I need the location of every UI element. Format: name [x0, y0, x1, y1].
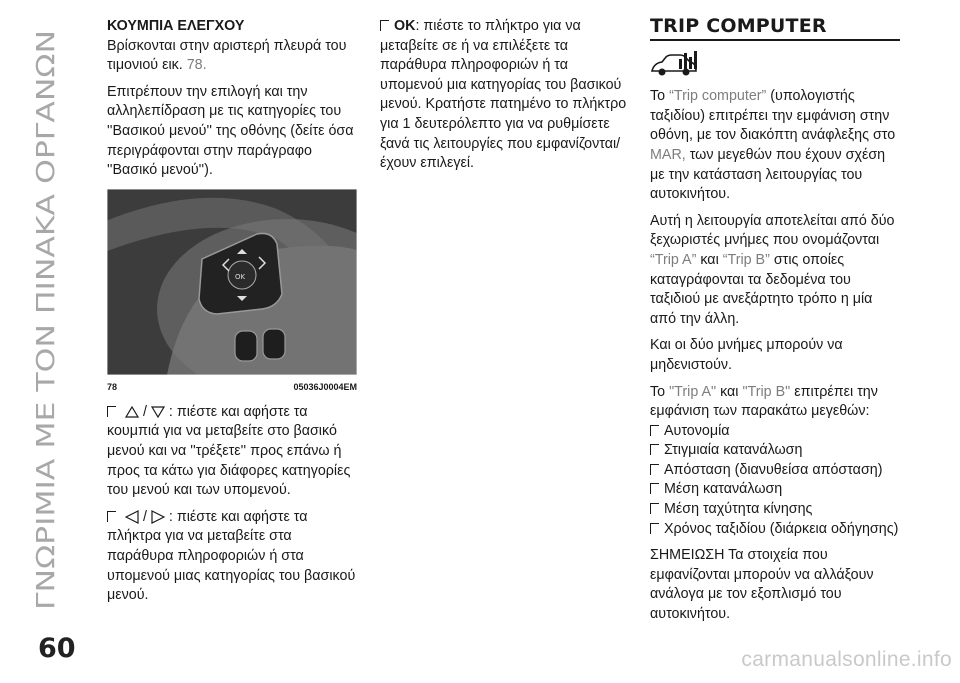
left-arrow-icon — [125, 510, 139, 524]
car-trip-icon — [650, 47, 700, 81]
trip-memories-paragraph — [650, 212, 900, 330]
bullet-icon — [380, 20, 389, 31]
bullet-icon — [650, 523, 659, 534]
trip-computer-icon — [650, 47, 900, 88]
bullet-icon — [107, 406, 116, 417]
list-item — [650, 422, 900, 442]
page-number: 60 — [38, 633, 76, 664]
text-run: και — [720, 383, 739, 400]
list-item — [650, 461, 900, 481]
text-run: στις οποίες καταγράφονται τα δεδομένα του ταξιδιού με ανεξάρτητο τρόπο η μία από την άλλη. — [650, 251, 873, 327]
text-run: Αυτή η λειτουργία αποτελείται από δύο ξεχωριστές μνήμες που ονομάζονται — [650, 212, 895, 249]
section-heading-controls: ΚΟΥΜΠΙΑ ΕΛΕΓΧΟΥ — [107, 18, 245, 34]
list-item-text: Χρόνος ταξιδίου (διάρκεια οδήγησης) — [664, 520, 899, 537]
bullet-icon — [650, 483, 659, 494]
trip-computer-intro — [650, 87, 900, 205]
column-ok-key — [380, 17, 628, 181]
figure-reference: 78. — [186, 57, 207, 74]
steering-wheel-figure — [107, 189, 357, 375]
text-run: επιτρέπει την εμφάνιση των παρακάτω μεγεθών: — [650, 383, 878, 420]
ok-key-paragraph — [380, 17, 628, 174]
updown-keys-paragraph — [107, 403, 357, 501]
leftright-separator: / — [142, 508, 147, 525]
list-item — [650, 480, 900, 500]
figure-code: 05036J0004EM — [293, 381, 357, 392]
side-title-text: ΓΝΩΡΙΜΙΑ ΜΕ ΤΟΝ ΠΙΝΑΚΑ ΟΡΓΑΝΩΝ — [31, 149, 60, 610]
column-controls — [107, 17, 357, 613]
down-arrow-icon — [151, 406, 165, 418]
list-item — [650, 441, 900, 461]
bullet-icon — [107, 511, 116, 522]
right-arrow-icon — [151, 510, 165, 524]
mar-position-term: MAR, — [650, 146, 686, 163]
figure-caption — [107, 375, 357, 391]
text-run: (υπολογιστής ταξιδίου) επιτρέπει την εμφάνιση στην οθόνη, με τον διακόπτη ανάφλεξης στο — [650, 88, 896, 144]
bullet-icon — [650, 444, 659, 455]
controls-purpose-paragraph: Επιτρέπουν την επιλογή και την αλληλεπίδραση με τις κατηγορίες του ''Βασικού μενού'' της οθόνης (δείτε όσα περιγράφονται στην παράγραφο ''Βασικό μενού''). — [107, 83, 354, 179]
updown-keys-text: : πιέστε και αφήστε τα κουμπιά για να μεταβείτε στο βασικό μενού και να ''τρέξετε'' προς επάνω ή προς τα κάτω για διάφορες κατηγορίες του μενού και των υπομενού. — [107, 403, 351, 499]
watermark: carmanualsonline.info — [741, 648, 952, 671]
list-item — [650, 520, 900, 540]
text-run: Το — [650, 383, 666, 400]
trip-a-term: "Trip A" — [669, 383, 717, 400]
note-paragraph: ΣΗΜΕΙΩΣΗ Τα στοιχεία που εμφανίζονται μπορούν να αλλάξουν ανάλογα με τον εξοπλισμό του αυτοκινήτου. — [650, 547, 874, 623]
quantities-list — [650, 422, 900, 540]
updown-separator: / — [142, 403, 147, 420]
trip-b-term: “Trip B” — [722, 251, 770, 268]
bullet-icon — [650, 464, 659, 475]
leftright-keys-text: : πιέστε και αφήστε τα πλήκτρα για να μεταβείτε στα παράθυρα πληροφοριών ή στα υπομενού μιας κατηγορίας του βασικού μενού. — [107, 508, 356, 604]
side-chapter-title — [22, 0, 66, 678]
trip-computer-term: “Trip computer” — [669, 88, 767, 105]
list-item-text: Μέση κατανάλωση — [664, 481, 783, 498]
list-item — [650, 500, 900, 520]
list-item-text: Στιγμιαία κατανάλωση — [664, 442, 803, 459]
text-run: Το — [650, 88, 666, 105]
quantities-intro — [650, 383, 900, 422]
trip-a-term: “Trip A” — [650, 251, 697, 268]
controls-location-text: Βρίσκονται στην αριστερή πλευρά του τιμονιού εικ. — [107, 37, 347, 74]
trip-computer-heading: TRIP COMPUTER — [650, 17, 900, 41]
text-run: των μεγεθών που έχουν σχέση με την κατάσταση λειτουργίας του αυτοκινήτου. — [650, 146, 886, 203]
controls-location-paragraph — [107, 37, 357, 76]
reset-paragraph: Και οι δύο μνήμες μπορούν να μηδενιστούν. — [650, 337, 843, 373]
figure-number: 78 — [107, 381, 118, 392]
list-item-text: Αυτονομία — [664, 422, 730, 439]
trip-b-term: "Trip B" — [742, 383, 791, 400]
list-item-text: Απόσταση (διανυθείσα απόσταση) — [664, 461, 883, 478]
leftright-keys-paragraph — [107, 508, 357, 606]
svg-text:OK: OK — [235, 272, 246, 281]
column-trip-computer — [650, 17, 900, 632]
bullet-icon — [650, 503, 659, 514]
steering-wheel-image — [107, 189, 357, 375]
ok-key-text: : πιέστε το πλήκτρο για να μεταβείτε σε ή να επιλέξετε τα παράθυρα πληροφοριών ή τα υπομενού μια κατηγορίας του βασικού μενού. Κρατήστε πατημένο το πλήκτρο για 1 δευτερόλεπτο για να ρυθμίσετε ξανά τις λειτουργίες που εμφανίζονται/έχουν επιλεγεί. — [380, 18, 627, 172]
text-run: και — [700, 251, 719, 268]
bullet-icon — [650, 425, 659, 436]
ok-key-label: OK — [394, 18, 416, 34]
list-item-text: Μέση ταχύτητα κίνησης — [664, 501, 813, 518]
up-arrow-icon — [125, 406, 139, 418]
